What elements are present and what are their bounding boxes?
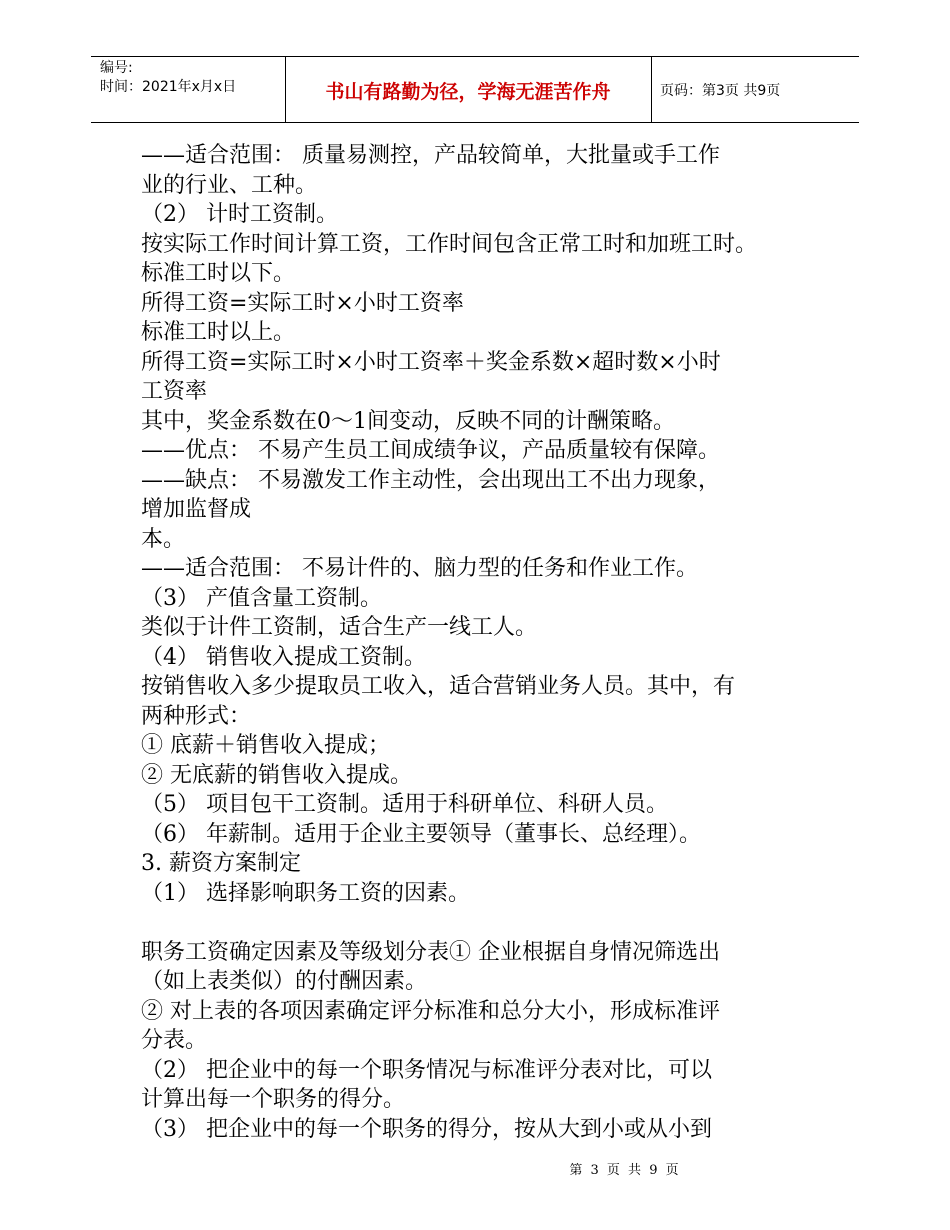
body-blank-line <box>141 908 841 938</box>
body-line: ——适合范围： 不易计件的、脑力型的任务和作业工作。 <box>141 556 698 581</box>
body-line: 标准工时以下。 <box>141 261 296 286</box>
body-line: 职务工资确定因素及等级划分表① 企业根据自身情况筛选出 <box>141 939 720 965</box>
body-line: （4） 销售收入提成工资制。 <box>141 644 426 670</box>
body-line: ——优点： 不易产生员工间成绩争议，产品质量较有保障。 <box>141 438 720 463</box>
header-page-info: 页码：第3页 共9页 <box>660 83 781 99</box>
body-line: 类似于计件工资制，适合生产一线工人。 <box>141 615 538 640</box>
header-divider-right <box>651 57 652 123</box>
body-line: ① 底薪＋销售收入提成； <box>141 733 390 758</box>
body-line: （1） 选择影响职务工资的因素。 <box>141 880 470 906</box>
body-line: （2） 计时工资制。 <box>141 202 338 227</box>
body-line: 增加监督成 <box>141 497 252 522</box>
body-line: ② 对上表的各项因素确定评分标准和总分大小，形成标准评 <box>141 998 720 1024</box>
body-line: 本。 <box>141 526 186 552</box>
body-line: （3） 把企业中的每一个职务的得分，按从大到小或从小到 <box>141 1116 712 1142</box>
body-line: ② 无底薪的销售收入提成。 <box>141 762 412 788</box>
body-line: （2） 把企业中的每一个职务情况与标准评分表对比，可以 <box>141 1057 712 1083</box>
body-line: 分表。 <box>141 1028 208 1053</box>
body-line: 所得工资=实际工时×小时工资率 <box>141 290 464 316</box>
body-line: 3. 薪资方案制定 <box>141 851 301 876</box>
serial-label: 编号: <box>100 60 133 76</box>
body-line: 计算出每一个职务的得分。 <box>141 1087 406 1112</box>
body-line: ——缺点： 不易激发工作主动性，会出现出工不出力现象， <box>141 467 720 493</box>
body-line: 所得工资=实际工时×小时工资率＋奖金系数×超时数×小时 <box>141 349 721 375</box>
date-label: 时间：2021年x月x日 <box>100 79 237 95</box>
body-line: （如上表类似）的付酬因素。 <box>141 969 428 994</box>
body-line: 标准工时以上。 <box>141 320 296 345</box>
body-line: （5） 项目包干工资制。适用于科研单位、科研人员。 <box>141 792 668 817</box>
page-footer: 第 3 页 共 9 页 <box>569 1163 681 1178</box>
body-line: 业的行业、工种。 <box>141 172 318 198</box>
document-body <box>141 141 841 1144</box>
body-line: （3） 产值含量工资制。 <box>141 585 382 611</box>
body-line: 按销售收入多少提取员工收入，适合营销业务人员。其中，有 <box>141 674 736 699</box>
body-line: ——适合范围： 质量易测控，产品较简单，大批量或手工作 <box>141 143 720 168</box>
header-top-rule <box>91 56 859 57</box>
body-line: 其中，奖金系数在0～1间变动，反映不同的计酬策略。 <box>141 408 675 434</box>
header-left-block <box>100 59 236 97</box>
body-line: 两种形式： <box>141 703 252 729</box>
body-line: 按实际工作时间计算工资，工作时间包含正常工时和加班工时。 <box>141 231 758 257</box>
header-motto: 书山有路勤为径，学海无涯苦作舟 <box>325 81 611 103</box>
body-line: 工资率 <box>141 379 208 404</box>
header-bottom-rule <box>91 122 859 123</box>
body-line: （6） 年薪制。适用于企业主要领导（董事长、总经理）。 <box>141 821 701 847</box>
